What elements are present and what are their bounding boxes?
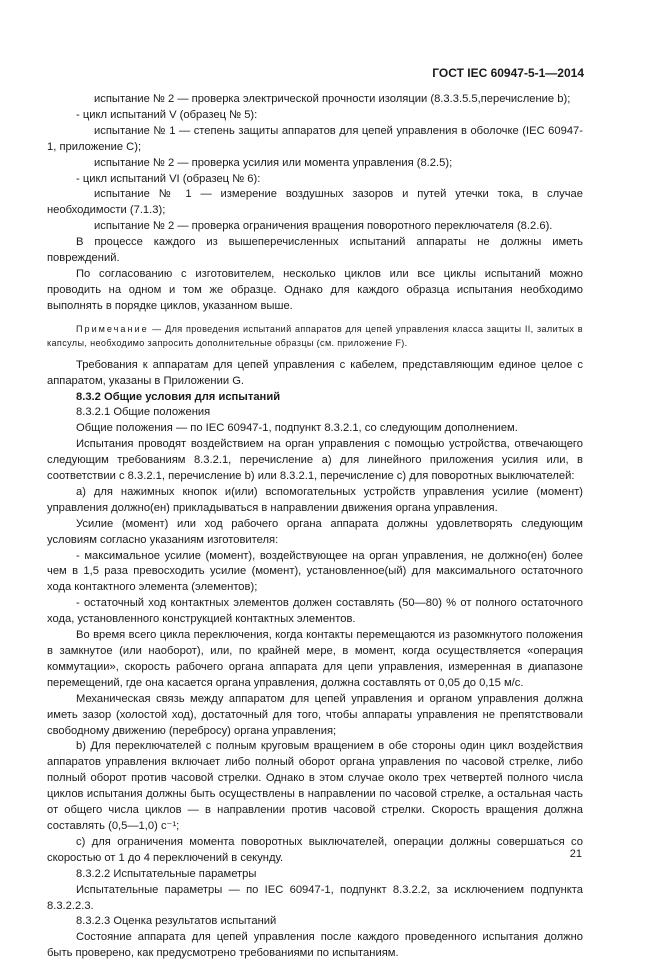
paragraph-group-1 xyxy=(47,92,583,315)
paragraph: 8.3.2 Общие условия для испытаний xyxy=(76,390,281,403)
paragraph: Общие положения — по IEC 60947-1, подпункт 8.3.2.1, со следующим дополнением. xyxy=(76,422,518,435)
paragraph: Требования к аппаратам для цепей управления с кабелем, представляющим единое целое с аппаратом, указаны в Приложении G. xyxy=(47,358,583,387)
paragraph: Состояние аппарата для цепей управления после каждого проведенного испытания должно быть проверено, как предусмотрено требованиями по испытаниям. xyxy=(47,931,583,960)
paragraph: испытание № 1 — измерение воздушных зазоров и путей утечки тока, в случае необходимости (7.1.3); xyxy=(47,188,583,217)
paragraph: испытание № 2 — проверка усилия или момента управления (8.2.5); xyxy=(94,156,453,169)
paragraph: Усилие (момент) или ход рабочего органа аппарата должны удовлетворять следующим условиям согласно указаниям изготовителя: xyxy=(47,517,583,546)
paragraph: - цикл испытаний VI (образец № 6): xyxy=(76,172,261,185)
paragraph: В процессе каждого из вышеперечисленных испытаний аппараты не должны иметь повреждений. xyxy=(47,236,583,265)
paragraph: испытание № 1 — степень защиты аппаратов для цепей управления в оболочке (IEC 60947-1, приложение C); xyxy=(47,124,583,153)
note-label: Примечание xyxy=(76,323,149,334)
paragraph: 8.3.2.3 Оценка результатов испытаний xyxy=(76,915,277,928)
paragraph: с) для ограничения момента поворотных выключателей, операции должны совершаться со скоростью от 1 до 4 переключений в секунду. xyxy=(47,835,583,864)
paragraph: Во время всего цикла переключения, когда контакты перемещаются из разомкнутого положения в замкнутое (или наоборот), или, по крайней мере, в момент, когда осуществляется «операция коммутации», скорость рабочего органа аппарата для цепи управления, измеренная в диапазоне перемещений, где она касается органа управления, должна составлять от 0,05 до 0,15 м/с. xyxy=(47,629,583,689)
paragraph: а) для нажимных кнопок и(или) вспомогательных устройств управления усилие (момент) управления должно(ен) прикладываться в направлении движения органа управления. xyxy=(47,485,583,514)
paragraph: b) Для переключателей с полным круговым вращением в обе стороны один цикл воздействия аппаратов управления включает либо полный оборот органа управления по часовой стрелке, либо полный оборот против часовой стрелки. Однако в этом случае около трех четвертей полного числа циклов испытания должны быть осуществлены в направлении по часовой стрелке, а остальная часть от общего числа циклов — в направлении против часовой стрелки. Скорость вращения должна составлять (0,5—1,0) с⁻¹; xyxy=(47,740,583,832)
paragraph: Испытательные параметры — по IEC 60947-1, подпункт 8.3.2.2, за исключением подпункта 8.3.2.2.3. xyxy=(47,883,583,912)
paragraph: испытание № 2 — проверка электрической прочности изоляции (8.3.3.5.5,перечисление b); xyxy=(94,93,571,105)
document-id-header: ГОСТ IEC 60947-5-1—2014 xyxy=(432,66,584,80)
paragraph: - цикл испытаний V (образец № 5): xyxy=(76,108,258,121)
page-number: 21 xyxy=(569,848,582,860)
paragraph: - остаточный ход контактных элементов должен составлять (50—80) % от полного остаточного хода, установленного конструкцией контактных элементов. xyxy=(47,597,583,626)
paragraph-group-2 xyxy=(47,358,583,962)
paragraph: 8.3.2.1 Общие положения xyxy=(76,406,211,419)
note-paragraph xyxy=(47,322,583,350)
paragraph: испытание № 2 — проверка ограничения вращения поворотного переключателя (8.2.6). xyxy=(94,220,553,233)
note-text: — Для проведения испытаний аппаратов для цепей управления класса защиты II, залитых в капсулы, необходимо запросить дополнительные образцы (см. приложение F). xyxy=(47,323,583,348)
paragraph: Испытания проводят воздействием на орган управления с помощью устройства, отвечающего следующим требованиям 8.3.2.1, перечисление а) для линейного приложения усилия или, в соответствии с 8.3.2.1, перечисление b) или 8.3.2.1, перечисление c) для поворотных выключателей: xyxy=(47,438,583,483)
paragraph: По согласованию с изготовителем, несколько циклов или все циклы испытаний можно проводить на одном и том же образце. Однако для каждого образца испытания необходимо выполнять в порядке циклов, указанном выше. xyxy=(47,267,583,312)
paragraph: - максимальное усилие (момент), воздействующее на орган управления, не должно(ен) более чем в 1,5 раза превосходить усилие (момент), установленное(ый) для максимального остаточного хода контактного элемента (элементов); xyxy=(47,549,583,594)
paragraph: 8.3.2.2 Испытательные параметры xyxy=(76,867,257,880)
page-body xyxy=(47,92,583,962)
paragraph: Механическая связь между аппаратом для цепей управления и органом управления должна иметь зазор (холостой ход), достаточный для того, чтобы аппараты управления не препятствовали свободному движению (перебросу) органа управления; xyxy=(47,692,583,737)
